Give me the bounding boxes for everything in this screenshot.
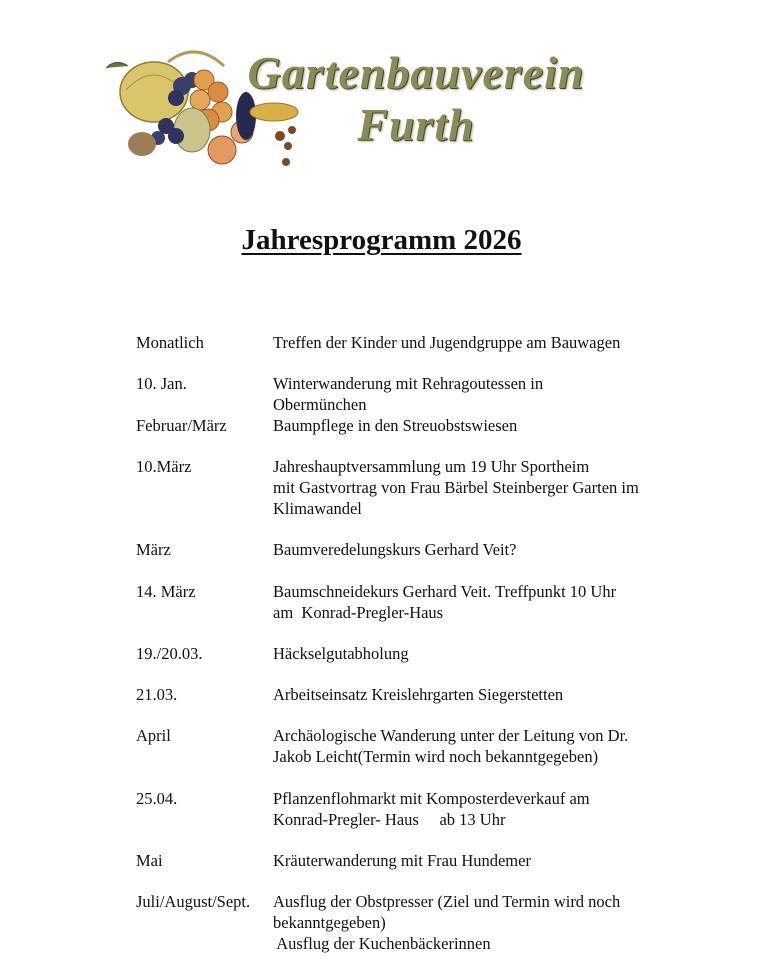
entry-description-line: Häckselgutabholung: [273, 644, 409, 663]
entry-description-line: bekanntgegeben): [273, 913, 386, 932]
entry-description-line: Klimawandel: [273, 499, 362, 518]
logo-text-club-name: Gartenbauverein: [247, 47, 585, 98]
entry-description-line: am Konrad-Pregler-Haus: [273, 603, 444, 622]
entry-date: Monatlich: [136, 333, 204, 352]
entry-date: Juli/August/Sept.: [136, 892, 251, 911]
entry-description-line: Konrad-Pregler- Haus ab 13 Uhr: [273, 810, 506, 829]
entry-date: 25.04.: [136, 789, 178, 808]
entry-description-line: Kräuterwanderung mit Frau Hundemer: [273, 851, 531, 870]
entry-description-line: Pflanzenflohmarkt mit Komposterdeverkauf am: [273, 789, 590, 808]
entry-description-line: Obermünchen: [273, 395, 367, 414]
entry-description-line: Jakob Leicht(Termin wird noch bekanntgegeben): [273, 747, 599, 766]
entry-description: [273, 539, 693, 560]
entry-date: Mai: [136, 851, 163, 870]
entry-date: 14. März: [136, 582, 196, 601]
entry-description: [273, 456, 693, 519]
entry-description-line: Winterwanderung mit Rehragoutessen in: [273, 374, 544, 393]
entry-description-line: Ausflug der Kuchenbäckerinnen: [273, 934, 491, 953]
entry-description: [273, 850, 693, 871]
entry-description-line: mit Gastvortrag von Frau Bärbel Steinberger Garten im: [273, 478, 639, 497]
entry-description-line: Baumschneidekurs Gerhard Veit. Treffpunkt 10 Uhr: [273, 582, 617, 601]
entry-date: 10. Jan.: [136, 374, 187, 393]
entry-description-line: Archäologische Wanderung unter der Leitung von Dr.: [273, 726, 629, 745]
entry-date: 19./20.03.: [136, 644, 203, 663]
entry-description: [273, 332, 693, 353]
entry-description: [273, 891, 693, 954]
entry-date: März: [136, 540, 171, 559]
entry-description-line: Jahreshauptversammlung um 19 Uhr Sportheim: [273, 457, 590, 476]
entry-description-line: Treffen der Kinder und Jugendgruppe am Bauwagen: [273, 333, 621, 352]
entry-description-line: Arbeitseinsatz Kreislehrgarten Siegerstetten: [273, 685, 564, 704]
entry-description-line: Ausflug der Obstpresser (Ziel und Termin wird noch: [273, 892, 621, 911]
entry-date: 10.März: [136, 457, 192, 476]
entry-description-line: Baumpflege in den Streuobstswiesen: [273, 416, 518, 435]
entry-description: [273, 684, 693, 705]
entry-description: [273, 415, 693, 436]
entry-description: [273, 373, 693, 415]
logo-text-place: Furth: [357, 99, 475, 150]
entry-description: [273, 581, 693, 623]
entry-description: [273, 788, 693, 830]
entry-description: [273, 725, 693, 767]
entry-date: Februar/März: [136, 416, 227, 435]
page-title: Jahresprogramm 2026: [241, 224, 522, 256]
entry-description: [273, 643, 693, 664]
club-logo: [96, 40, 596, 180]
entry-date: 21.03.: [136, 685, 178, 704]
entry-date: April: [136, 726, 171, 745]
entry-description-line: Baumveredelungskurs Gerhard Veit?: [273, 540, 517, 559]
